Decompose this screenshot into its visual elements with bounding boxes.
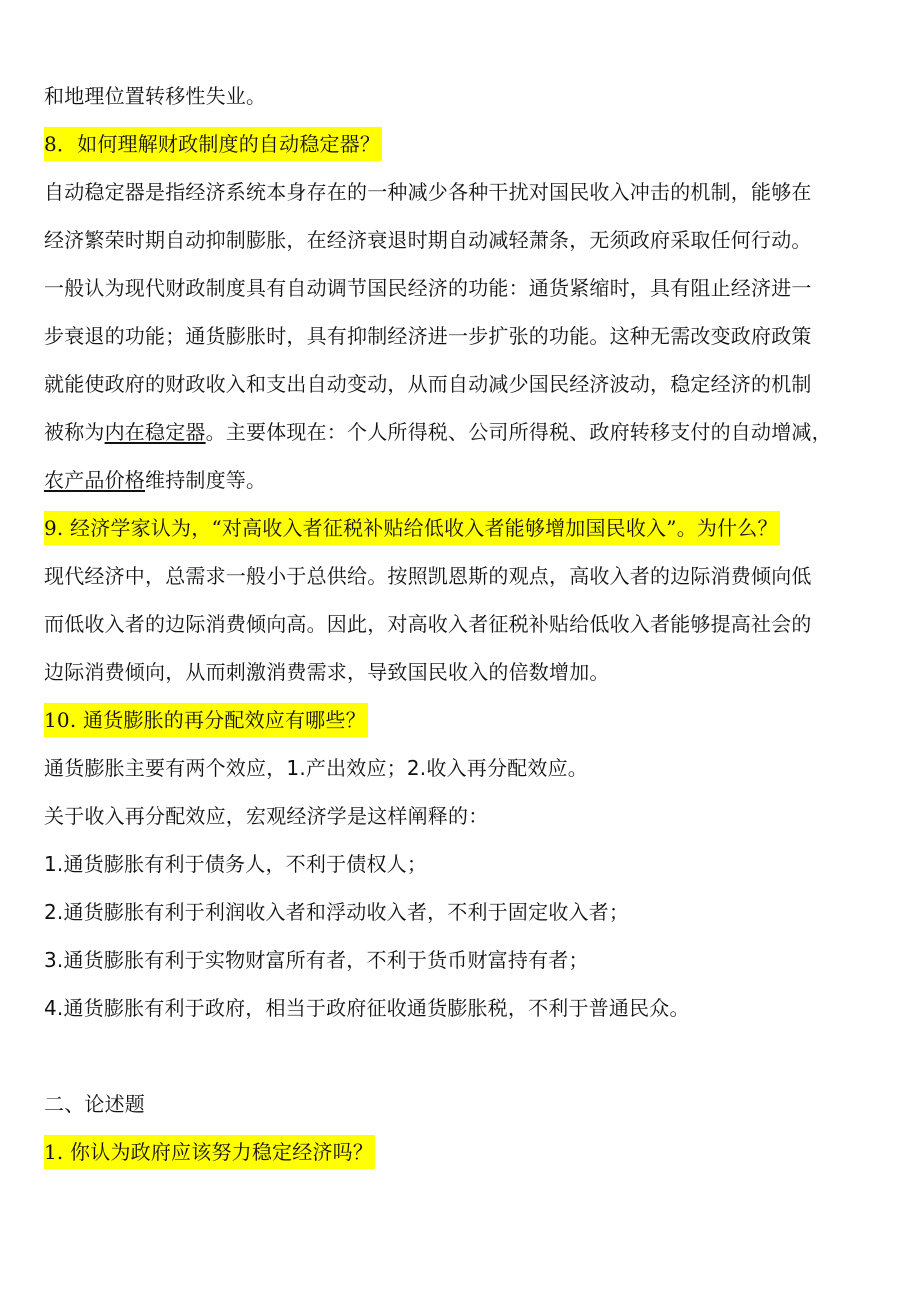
text-segment: 被称为: [44, 420, 105, 444]
question-8-text: 8．如何理解财政制度的自动稳定器？: [44, 127, 382, 161]
answer-10-line: 关于收入再分配效应，宏观经济学是这样阐释的：: [44, 804, 489, 828]
answer-8-line: 步衰退的功能；通货膨胀时，具有抑制经济进一步扩张的功能。这种无需改变政府政策: [44, 324, 812, 348]
answer-10-line: 通货膨胀主要有两个效应，1.产出效应；2.收入再分配效应。: [44, 756, 588, 780]
question-9-text: 9. 经济学家认为，“对高收入者征税补贴给低收入者能够增加国民收入”。为什么？: [44, 511, 780, 545]
answer-9-line: 现代经济中，总需求一般小于总供给。按照凯恩斯的观点，高收入者的边际消费倾向低: [44, 564, 812, 588]
answer-8-line: 一般认为现代财政制度具有自动调节国民经济的功能：通货紧缩时，具有阻止经济进一: [44, 276, 812, 300]
link-inner-stabilizer[interactable]: 内在稳定器: [104, 420, 206, 444]
answer-9-line: 边际消费倾向，从而刺激消费需求，导致国民收入的倍数增加。: [44, 660, 610, 684]
question-9: [44, 504, 884, 552]
document-page: [44, 72, 884, 1176]
text-segment: 维持制度等。: [145, 468, 267, 492]
text-line: 和地理位置转移性失业。: [44, 84, 267, 108]
answer-10-line: 3.通货膨胀有利于实物财富所有者，不利于货币财富持有者；: [44, 948, 589, 972]
discussion-question-1-text: 1. 你认为政府应该努力稳定经济吗？: [44, 1135, 375, 1169]
answer-8-line: [44, 456, 884, 504]
answer-8-line: 就能使政府的财政收入和支出自动变动，从而自动减少国民经济波动，稳定经济的机制: [44, 372, 812, 396]
answer-8-line: 自动稳定器是指经济系统本身存在的一种减少各种干扰对国民收入冲击的机制，能够在: [44, 180, 812, 204]
question-10: [44, 696, 884, 744]
link-agricultural-price[interactable]: 农产品价格: [44, 468, 145, 492]
text-segment: 。主要体现在：个人所得税、公司所得税、政府转移支付的自动增减，: [205, 420, 832, 444]
discussion-question-1: [44, 1128, 884, 1176]
spacer: [44, 1032, 884, 1080]
answer-10-line: 2.通货膨胀有利于利润收入者和浮动收入者，不利于固定收入者；: [44, 900, 630, 924]
answer-10-line: 4.通货膨胀有利于政府，相当于政府征收通货膨胀税，不利于普通民众。: [44, 996, 690, 1020]
question-10-text: 10. 通货膨胀的再分配效应有哪些？: [44, 703, 368, 737]
answer-8-line: [44, 408, 884, 456]
answer-8-line: 经济繁荣时期自动抑制膨胀，在经济衰退时期自动减轻萧条，无须政府采取任何行动。: [44, 228, 812, 252]
section-heading: 二、论述题: [44, 1092, 145, 1116]
question-8: [44, 120, 884, 168]
answer-10-line: 1.通货膨胀有利于债务人，不利于债权人；: [44, 852, 428, 876]
answer-9-line: 而低收入者的边际消费倾向高。因此，对高收入者征税补贴给低收入者能够提高社会的: [44, 612, 812, 636]
